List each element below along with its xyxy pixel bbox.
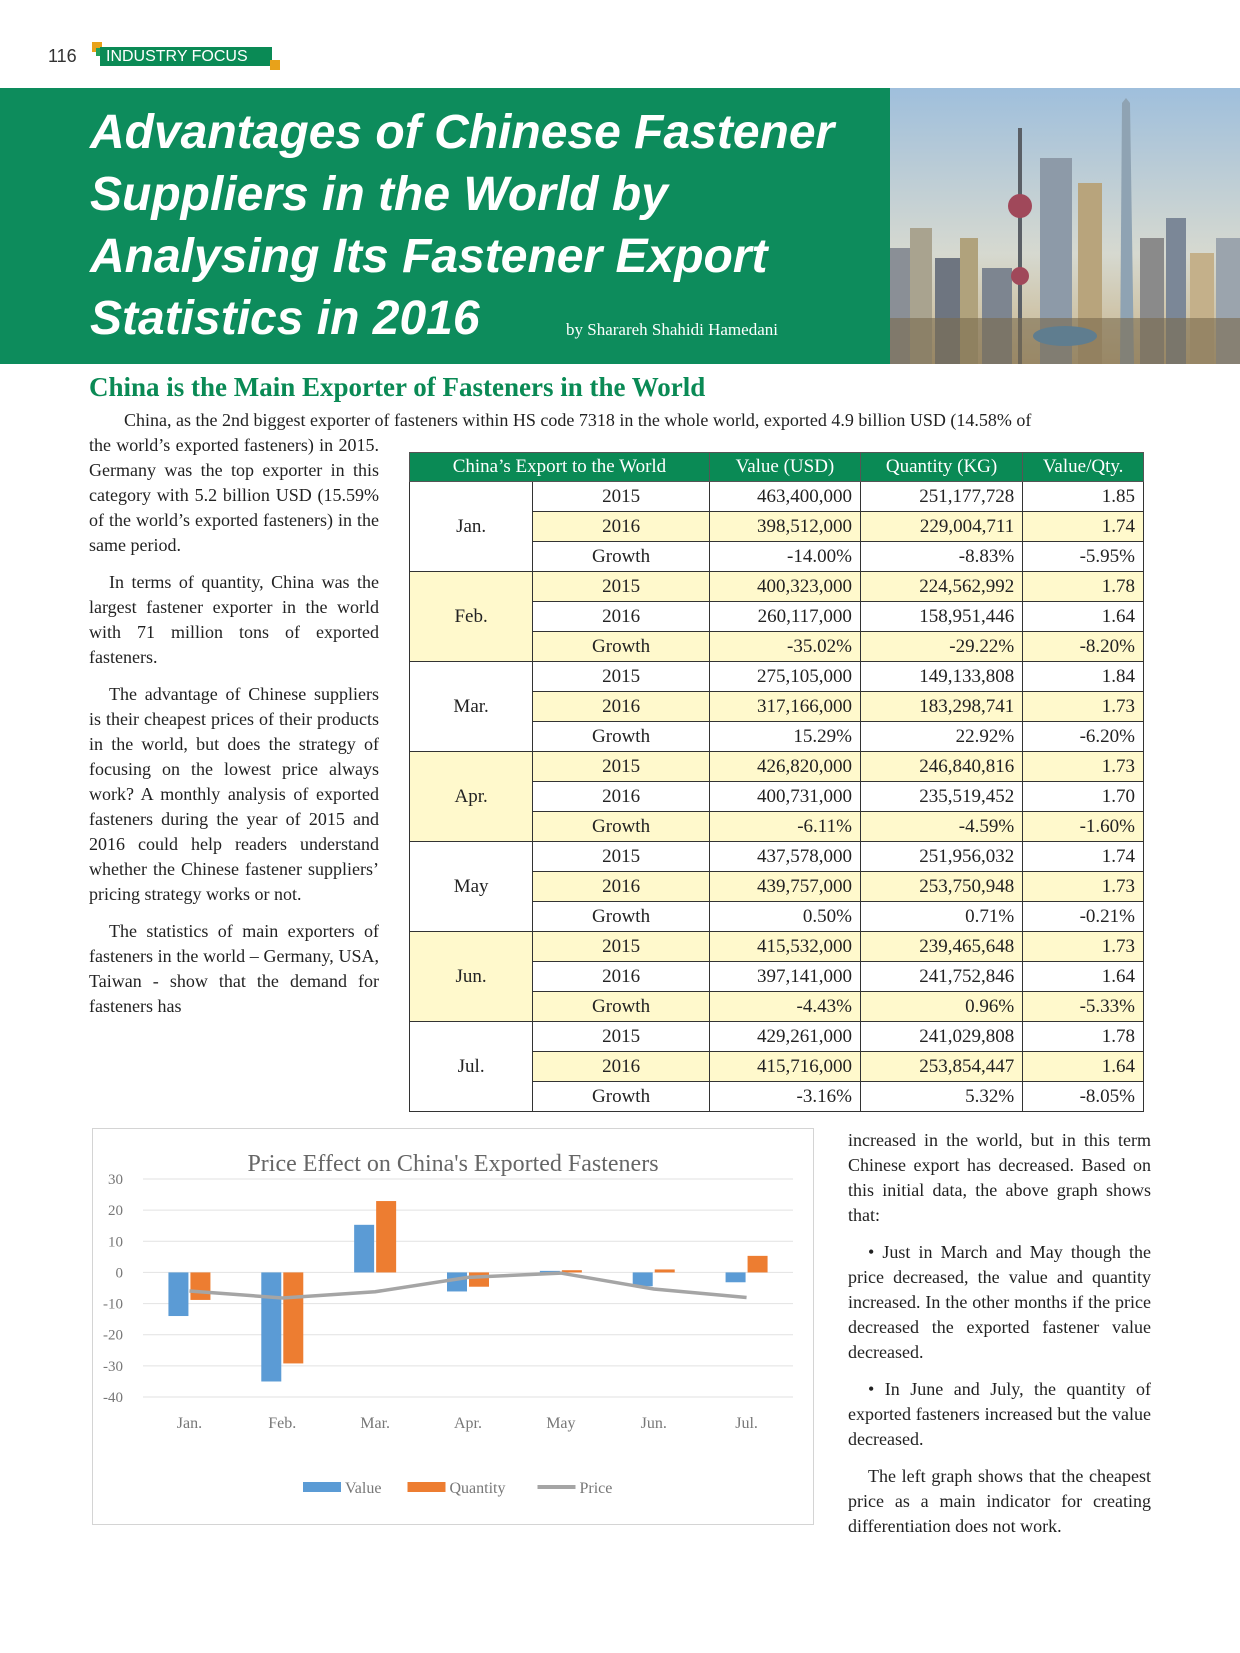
table-cell-value: 260,117,000 — [709, 602, 860, 632]
table-cell-ratio: 1.78 — [1023, 572, 1144, 602]
table-cell-quantity: 22.92% — [860, 722, 1022, 752]
table-cell-value: -4.43% — [709, 992, 860, 1022]
quantity-legend-swatch — [408, 1482, 446, 1492]
x-tick-label: Jan. — [176, 1415, 203, 1432]
table-cell-ratio: -6.20% — [1023, 722, 1144, 752]
table-cell-value: 463,400,000 — [709, 482, 860, 512]
table-cell-value: 426,820,000 — [709, 752, 860, 782]
table-cell-ratio: 1.64 — [1023, 602, 1144, 632]
table-header: Value/Qty. — [1023, 453, 1144, 482]
legend-label: Value — [345, 1480, 382, 1497]
table-header: Quantity (KG) — [860, 453, 1022, 482]
value-bar — [633, 1272, 653, 1286]
chart-title: Price Effect on China's Exported Fasteners — [247, 1151, 659, 1177]
table-row — [410, 572, 1144, 602]
table-cell-ratio: -8.20% — [1023, 632, 1144, 662]
table-cell-quantity: 5.32% — [860, 1082, 1022, 1112]
price-effect-chart — [92, 1128, 814, 1525]
quantity-bar — [748, 1256, 768, 1273]
table-cell-label: 2016 — [533, 602, 710, 632]
section-heading: China is the Main Exporter of Fasteners in the World — [89, 372, 706, 402]
table-cell-quantity: 239,465,648 — [860, 932, 1022, 962]
table-cell-quantity: -8.83% — [860, 542, 1022, 572]
section-tag-label: INDUSTRY FOCUS — [100, 47, 272, 66]
table-cell-ratio: -5.33% — [1023, 992, 1144, 1022]
table-cell-value: 397,141,000 — [709, 962, 860, 992]
city-skyline-image — [890, 88, 1240, 364]
table-row — [410, 482, 1144, 512]
table-cell-value: 415,716,000 — [709, 1052, 860, 1082]
body-paragraph: The advantage of Chinese suppliers is their cheapest prices of their products in the world, but does the strategy of focusing on the lowest price always work? A monthly analysis of exported fasteners during the year of 2015 and 2016 could help readers understand whether the Chinese fastener suppliers’ pricing strategy works or not. — [89, 684, 379, 904]
value-bar — [168, 1272, 188, 1316]
table-cell-quantity: 183,298,741 — [860, 692, 1022, 722]
table-cell-ratio: -0.21% — [1023, 902, 1144, 932]
legend-label: Quantity — [449, 1480, 506, 1497]
body-paragraph: The statistics of main exporters of fasteners in the world – Germany, USA, Taiwan - show that the demand for fasteners has — [89, 921, 379, 1016]
table-cell-ratio: 1.84 — [1023, 662, 1144, 692]
y-tick-label: -20 — [103, 1327, 123, 1344]
body-paragraph: The left graph shows that the cheapest price as a main indicator for creating differentiation does not work. — [848, 1466, 1151, 1536]
table-cell-label: 2016 — [533, 512, 710, 542]
table-cell-value: 15.29% — [709, 722, 860, 752]
table-cell-value: 317,166,000 — [709, 692, 860, 722]
quantity-bar — [655, 1269, 675, 1272]
tag-square-icon — [270, 60, 280, 70]
table-cell-ratio: 1.73 — [1023, 932, 1144, 962]
value-bar — [726, 1272, 746, 1282]
table-cell-ratio: 1.78 — [1023, 1022, 1144, 1052]
x-tick-label: Jun. — [640, 1415, 667, 1432]
table-cell-quantity: 158,951,446 — [860, 602, 1022, 632]
table-row — [410, 932, 1144, 962]
table-cell-value: 437,578,000 — [709, 842, 860, 872]
table-cell-label: Growth — [533, 1082, 710, 1112]
table-row — [410, 1022, 1144, 1052]
table-cell-ratio: 1.74 — [1023, 512, 1144, 542]
table-cell-ratio: 1.85 — [1023, 482, 1144, 512]
table-cell-value: -14.00% — [709, 542, 860, 572]
table-cell-value: 400,323,000 — [709, 572, 860, 602]
table-cell-label: 2016 — [533, 872, 710, 902]
table-cell-quantity: 251,177,728 — [860, 482, 1022, 512]
table-cell-value: 275,105,000 — [709, 662, 860, 692]
left-text-column — [89, 433, 379, 1031]
table-row — [410, 662, 1144, 692]
table-cell-label: 2016 — [533, 782, 710, 812]
table-cell-ratio: -5.95% — [1023, 542, 1144, 572]
article-byline: by Sharareh Shahidi Hamedani — [566, 320, 778, 339]
table-cell-ratio: 1.73 — [1023, 752, 1144, 782]
month-cell: Feb. — [410, 572, 533, 662]
x-tick-label: Jul. — [735, 1415, 758, 1432]
value-bar — [261, 1272, 281, 1381]
article-title: Advantages of Chinese Fastener Suppliers in the World by Analysing Its Fastener Export Statistics in 2016 — [90, 106, 835, 345]
table-cell-ratio: -1.60% — [1023, 812, 1144, 842]
y-tick-label: 0 — [115, 1265, 123, 1282]
month-cell: May — [410, 842, 533, 932]
table-cell-label: Growth — [533, 992, 710, 1022]
month-cell: Jun. — [410, 932, 533, 1022]
table-cell-quantity: 253,854,447 — [860, 1052, 1022, 1082]
legend-label: Price — [579, 1480, 613, 1497]
y-tick-label: 20 — [108, 1203, 123, 1220]
table-cell-quantity: 0.71% — [860, 902, 1022, 932]
table-cell-value: -35.02% — [709, 632, 860, 662]
table-cell-value: 439,757,000 — [709, 872, 860, 902]
table-cell-quantity: 253,750,948 — [860, 872, 1022, 902]
chart-canvas — [93, 1129, 813, 1524]
table-cell-label: 2015 — [533, 752, 710, 782]
table-cell-quantity: 241,752,846 — [860, 962, 1022, 992]
table-body — [410, 482, 1144, 1112]
month-cell: Jan. — [410, 482, 533, 572]
x-tick-label: Mar. — [360, 1415, 391, 1432]
value-legend-swatch — [303, 1482, 341, 1492]
month-cell: Jul. — [410, 1022, 533, 1112]
bullet-paragraph: • In June and July, the quantity of exported fasteners increased but the value decreased. — [848, 1379, 1151, 1449]
quantity-bar — [469, 1272, 489, 1286]
table-header-row — [410, 453, 1144, 482]
y-tick-label: -30 — [103, 1358, 123, 1375]
table-cell-value: -3.16% — [709, 1082, 860, 1112]
table-cell-ratio: -8.05% — [1023, 1082, 1144, 1112]
table-cell-label: 2015 — [533, 482, 710, 512]
table-cell-value: 0.50% — [709, 902, 860, 932]
x-tick-label: Feb. — [268, 1415, 297, 1432]
table-cell-ratio: 1.64 — [1023, 962, 1144, 992]
table-cell-quantity: -4.59% — [860, 812, 1022, 842]
table-cell-quantity: 251,956,032 — [860, 842, 1022, 872]
export-statistics-table — [409, 452, 1144, 1112]
table-cell-label: Growth — [533, 902, 710, 932]
y-tick-label: 30 — [108, 1172, 123, 1188]
table-row — [410, 842, 1144, 872]
value-bar — [354, 1225, 374, 1273]
right-text-column — [848, 1128, 1151, 1551]
table-row — [410, 752, 1144, 782]
y-tick-label: -10 — [103, 1296, 123, 1313]
y-tick-label: 10 — [108, 1234, 123, 1251]
table-cell-label: 2015 — [533, 842, 710, 872]
quantity-bar — [283, 1272, 303, 1363]
body-paragraph: In terms of quantity, China was the largest fastener exporter in the world with 71 million tons of exported fasteners. — [89, 572, 379, 667]
table-cell-quantity: 235,519,452 — [860, 782, 1022, 812]
table-cell-label: 2015 — [533, 572, 710, 602]
quantity-bar — [376, 1201, 396, 1272]
body-paragraph: the world’s exported fasteners) in 2015. Germany was the top exporter in this category with 5.2 billion USD (15.59% of the world’s exported fasteners) in the same period. — [89, 435, 379, 555]
table-cell-label: 2016 — [533, 962, 710, 992]
table-cell-quantity: 241,029,808 — [860, 1022, 1022, 1052]
table-cell-label: 2015 — [533, 662, 710, 692]
table-cell-label: 2015 — [533, 932, 710, 962]
table-cell-ratio: 1.70 — [1023, 782, 1144, 812]
quantity-bar — [190, 1272, 210, 1299]
x-tick-label: May — [546, 1415, 576, 1432]
lead-paragraph: China, as the 2nd biggest exporter of fasteners within HS code 7318 in the whole world, exported 4.9 billion USD (14.58% of — [124, 410, 1032, 430]
table-cell-ratio: 1.64 — [1023, 1052, 1144, 1082]
page-number: 116 — [48, 46, 77, 66]
table-header: Value (USD) — [709, 453, 860, 482]
month-cell: Apr. — [410, 752, 533, 842]
x-tick-label: Apr. — [454, 1415, 482, 1432]
month-cell: Mar. — [410, 662, 533, 752]
y-tick-label: -40 — [103, 1390, 123, 1406]
table-cell-value: 398,512,000 — [709, 512, 860, 542]
table-cell-quantity: 229,004,711 — [860, 512, 1022, 542]
table-cell-label: Growth — [533, 812, 710, 842]
table-cell-value: 415,532,000 — [709, 932, 860, 962]
table-cell-label: Growth — [533, 632, 710, 662]
table-cell-value: 400,731,000 — [709, 782, 860, 812]
table-cell-label: Growth — [533, 722, 710, 752]
table-cell-value: -6.11% — [709, 812, 860, 842]
table-header: China’s Export to the World — [410, 453, 710, 482]
table-cell-ratio: 1.74 — [1023, 842, 1144, 872]
body-paragraph: increased in the world, but in this term Chinese export has decreased. Based on this initial data, the above graph shows that: — [848, 1130, 1151, 1225]
table-cell-quantity: 0.96% — [860, 992, 1022, 1022]
table-cell-label: Growth — [533, 542, 710, 572]
table-cell-ratio: 1.73 — [1023, 872, 1144, 902]
skyline-illustration — [890, 88, 1240, 364]
table-cell-value: 429,261,000 — [709, 1022, 860, 1052]
table-cell-ratio: 1.73 — [1023, 692, 1144, 722]
table-cell-quantity: 149,133,808 — [860, 662, 1022, 692]
table-cell-label: 2016 — [533, 1052, 710, 1082]
table-cell-label: 2016 — [533, 692, 710, 722]
bullet-paragraph: • Just in March and May though the price decreased, the value and quantity increased. In the other months if the price decreased the exported fastener value decreased. — [848, 1242, 1151, 1362]
table-cell-quantity: 246,840,816 — [860, 752, 1022, 782]
table-cell-label: 2015 — [533, 1022, 710, 1052]
table-cell-quantity: 224,562,992 — [860, 572, 1022, 602]
section-tag — [92, 42, 282, 72]
table-cell-quantity: -29.22% — [860, 632, 1022, 662]
